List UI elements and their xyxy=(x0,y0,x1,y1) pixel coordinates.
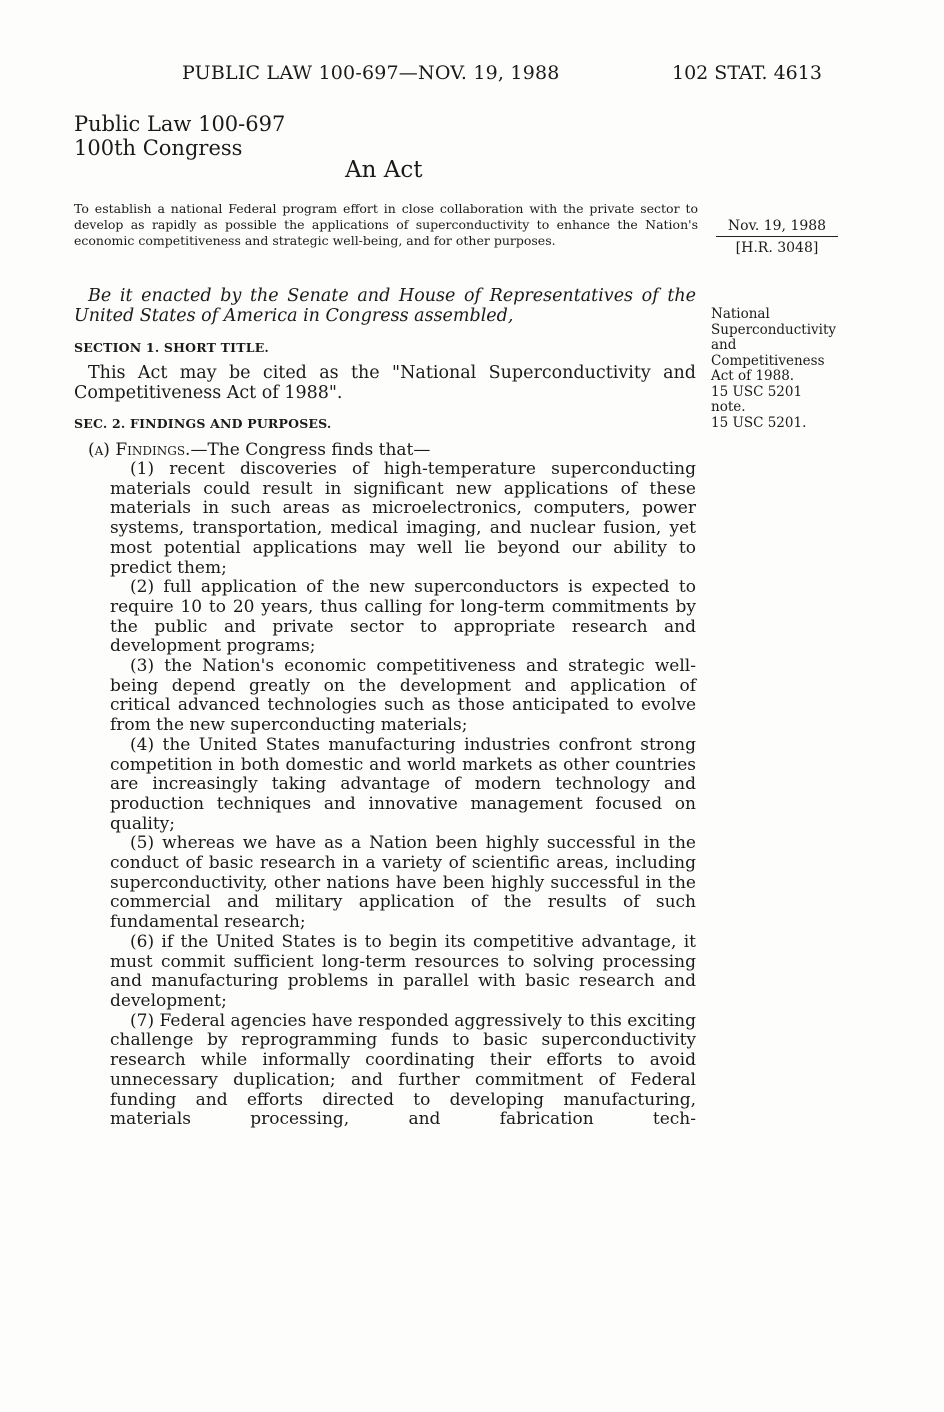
findings-list xyxy=(110,460,696,1130)
finding-paragraph: (5) whereas we have as a Nation been highly successful in the conduct of basic research in a variety of scientific areas, including superconductivity, other nations have been highly successful in the commercial and military application of the results of such fundamental research; xyxy=(110,833,696,933)
finding-paragraph: (1) recent discoveries of high-temperature superconducting materials could result in significant new applications of these materials in such areas as microelectronics, computers, power systems, transportation, medical imaging, and nuclear fusion, yet most potential applications may well lie beyond our ability to predict them; xyxy=(110,459,696,578)
act-title: An Act xyxy=(345,157,423,183)
margin-note-line: and xyxy=(711,337,737,353)
law-number: Public Law 100-697 xyxy=(74,112,286,136)
sidenote-bill-number: [H.R. 3048] xyxy=(735,240,819,256)
finding-paragraph: (2) full application of the new superconductors is expected to require 10 to 20 years, thus calling for long-term commitments by the public and private sector to appropriate research and development programs; xyxy=(110,577,696,657)
margin-note-line: note. xyxy=(711,399,746,415)
sidenote-date xyxy=(716,218,838,256)
margin-note-line: National xyxy=(711,306,770,322)
section-2-heading: SEC. 2. FINDINGS AND PURPOSES. xyxy=(74,416,332,431)
margin-note-line: Competitiveness xyxy=(711,352,825,369)
enacting-clause: Be it enacted by the Senate and House of Representatives of the United States of America in Congress assembled, xyxy=(74,286,696,326)
finding-paragraph: (7) Federal agencies have responded aggressively to this exciting challenge by reprogramming funds to basic superconductivity research while informally coordinating their efforts to avoid unnecessary duplication; and further commitment of Federal funding and efforts directed to developing manufacturing, materials processing, and fabrication tech- xyxy=(110,1010,696,1130)
margin-note-line: Superconductivity xyxy=(711,321,837,338)
margin-note-line: Act of 1988. xyxy=(711,368,795,384)
running-header-left: PUBLIC LAW 100-697—NOV. 19, 1988 xyxy=(182,62,560,84)
margin-note xyxy=(711,307,851,431)
finding-paragraph: (6) if the United States is to begin its competitive advantage, it must commit sufficient long-term resources to solving processing and manufacturing problems in parallel with basic research and development; xyxy=(110,931,696,1011)
section-1-text: This Act may be cited as the "National Superconductivity and Competitiveness Act of 1988". xyxy=(74,363,696,403)
findings-intro-text: —The Congress finds that— xyxy=(190,440,431,460)
margin-note-line: 15 USC 5201. xyxy=(711,414,807,431)
congress-label: 100th Congress xyxy=(74,136,243,160)
long-title: To establish a national Federal program effort in close collaboration with the private sector to develop as rapidly as possible the applications of superconductivity to enhance the Nation's economic competitiveness and strategic well-being, and for other purposes. xyxy=(74,201,698,248)
findings-label: (a) Findings. xyxy=(88,440,191,460)
sidenote-date-text: Nov. 19, 1988 xyxy=(716,218,838,237)
findings-intro xyxy=(88,440,430,460)
margin-note-line: 15 USC 5201 xyxy=(711,383,803,400)
finding-paragraph: (3) the Nation's economic competitiveness and strategic well-being depend greatly on the development and application of critical advanced technologies such as those anticipated to evolve from the new superconducting materials; xyxy=(110,656,696,736)
section-1-heading: SECTION 1. SHORT TITLE. xyxy=(74,340,269,355)
finding-paragraph: (4) the United States manufacturing industries confront strong competition in both domestic and world markets as other countries are increasingly taking advantage of modern technology and production techniques and innovative management focused on quality; xyxy=(110,734,696,834)
running-header-page: 102 STAT. 4613 xyxy=(672,62,822,84)
